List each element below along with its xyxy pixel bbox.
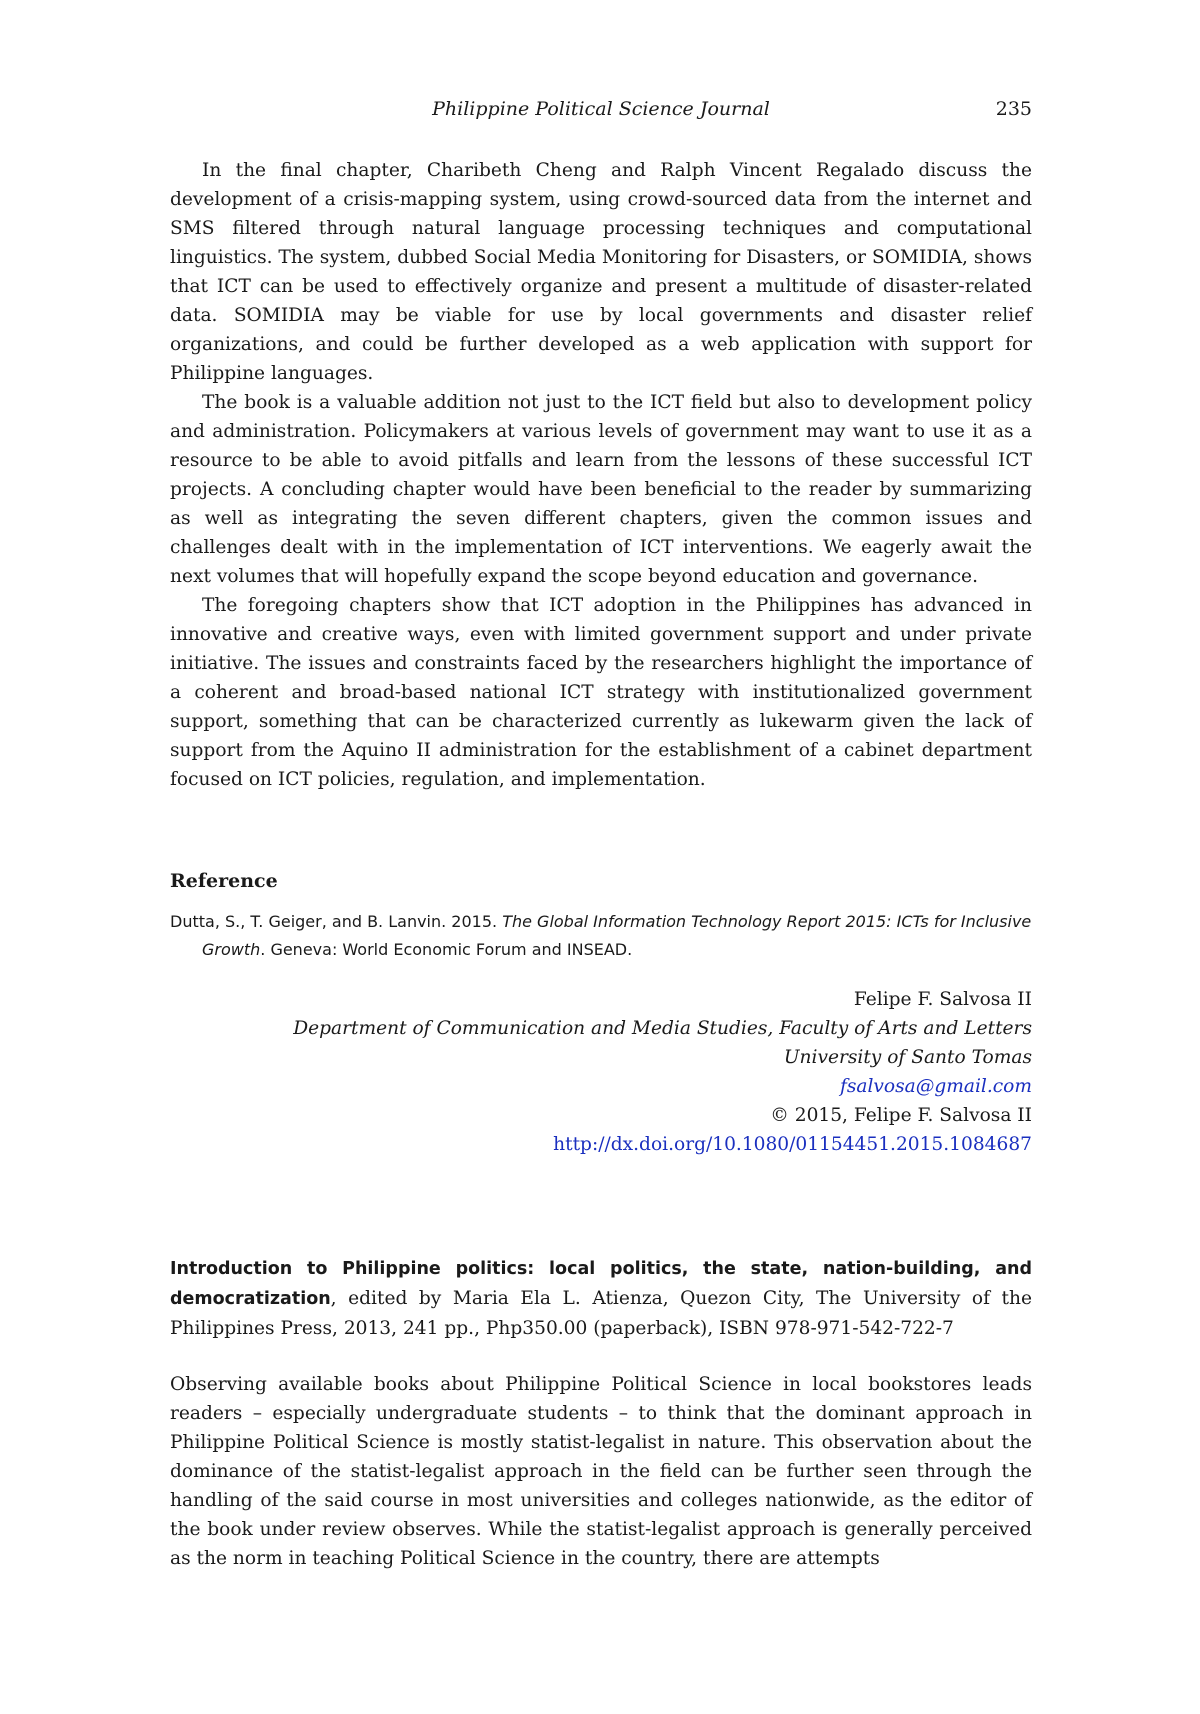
running-header	[170, 98, 1032, 128]
paragraph-final-chapter: In the final chapter, Charibeth Cheng and Ralph Vincent Regalado discuss the development of a crisis-mapping system, using crowd-sourced data from the internet and SMS filtered through natural language processing techniques and computational linguistics. The system, dubbed Social Media Monitoring for Disasters, or SOMIDIA, shows that ICT can be used to effectively organize and present a multitude of disaster-related data. SOMIDIA may be viable for use by local governments and disaster relief organizations, and could be further developed as a web application with support for Philippine languages.	[170, 160, 1032, 384]
review-continuation	[170, 156, 1032, 794]
paragraph-foregoing-chapters: The foregoing chapters show that ICT adoption in the Philippines has advanced in innovative and creative ways, even with limited government support and under private initiative. The issues and constraints faced by the researchers highlight the importance of a coherent and broad-based national ICT strategy with institutionalized government support, something that can be characterized currently as lukewarm given the lack of support from the Aquino II administration for the establishment of a cabinet department focused on ICT policies, regulation, and implementation.	[170, 595, 1032, 790]
copyright-notice: © 2015, Felipe F. Salvosa II	[770, 1105, 1032, 1126]
book-title: Introduction to Philippine politics: local politics, the state, nation-building, and democratization	[170, 1259, 1032, 1309]
paragraph-valuable-addition: The book is a valuable addition not just to the ICT field but also to development policy and administration. Policymakers at various levels of government may want to use it as a resource to be able to avoid pitfalls and learn from the lessons of these successful ICT projects. A concluding chapter would have been beneficial to the reader by summarizing as well as integrating the seven different chapters, given the common issues and challenges dealt with in the implementation of ICT interventions. We eagerly await the next volumes that will hopefully expand the scope beyond education and governance.	[170, 392, 1032, 587]
reference-heading: Reference	[170, 870, 278, 892]
reviewer-department: Department of Communication and Media Studies, Faculty of Arts and Letters	[293, 1018, 1032, 1039]
paragraph-observing: Observing available books about Philippine Political Science in local bookstores leads readers – especially undergraduate students – to think that the dominant approach in Philippine Political Science is mostly statist-legalist in nature. This observation about the dominance of the statist-legalist approach in the field can be further seen through the handling of the said course in most universities and colleges nationwide, as the editor of the book under review observes. While the statist-legalist approach is generally perceived as the norm in teaching Political Science in the country, there are attempts	[170, 1374, 1032, 1569]
reviewer-signature	[170, 985, 1032, 1159]
reference-publisher: . Geneva: World Economic Forum and INSEAD.	[260, 940, 633, 959]
book-review-heading	[170, 1254, 1032, 1343]
page-number: 235	[995, 98, 1032, 120]
book-review-body	[170, 1370, 1032, 1573]
reviewer-university: University of Santo Tomas	[783, 1047, 1032, 1068]
reference-authors: Dutta, S., T. Geiger, and B. Lanvin. 2015.	[170, 912, 498, 931]
journal-title: Philippine Political Science Journal	[432, 98, 770, 120]
reviewer-name: Felipe F. Salvosa II	[853, 989, 1032, 1010]
doi-link[interactable]: http://dx.doi.org/10.1080/01154451.2015.1084687	[553, 1134, 1032, 1155]
book-details: , edited by Maria Ela L. Atienza, Quezon City, The University of the Philippines Press, 2013, 241 pp., Php350.00 (paperback), ISBN 978-971-542-722-7	[170, 1288, 1032, 1339]
reference-entry	[170, 908, 1032, 964]
reference-title: The Global Information Technology Report 2015: ICTs for Inclusive Growth	[202, 912, 1032, 959]
reviewer-email-link[interactable]: fsalvosa@gmail.com	[839, 1076, 1032, 1097]
